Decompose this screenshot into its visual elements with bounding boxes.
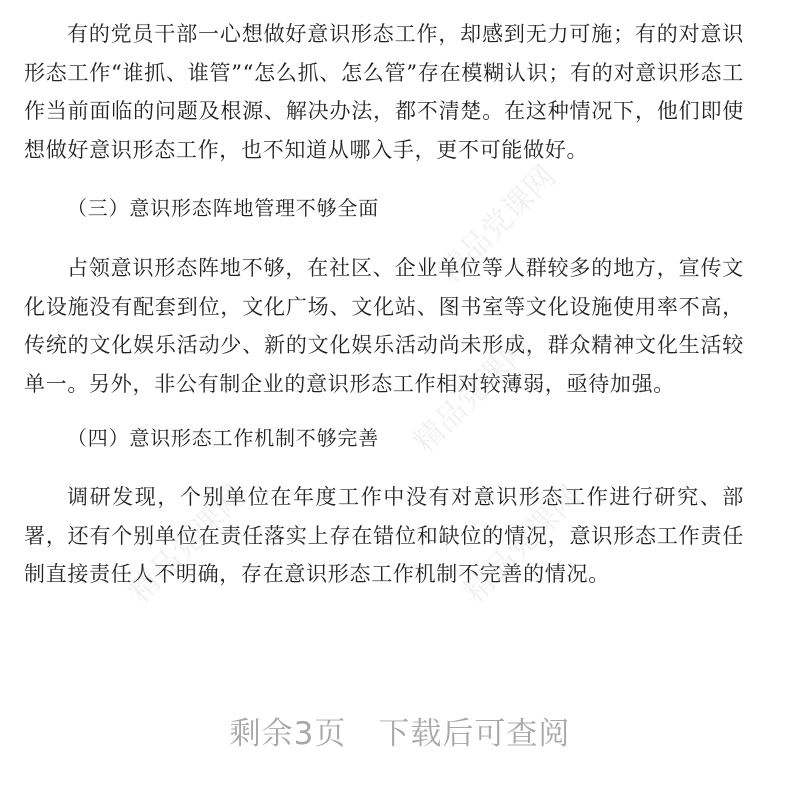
watermark-text: 精品党课网 (457, 479, 588, 610)
download-hint-label: 下载后可查阅 (378, 716, 571, 752)
download-prompt[interactable] (0, 708, 800, 753)
watermark-text: 精品党课网 (122, 479, 253, 610)
body-paragraph-3: 调研发现，个别单位在年度工作中没有对意识形态工作进行研究、部署，还有个别单位在责任落实上存在错位和缺位的情况，意识形态工作责任制直接责任人不明确，存在意识形态工作机制不完善的情况。 (24, 485, 744, 586)
remaining-pages-label: 剩余3页 (229, 716, 347, 752)
body-paragraph-1: 有的党员干部一心想做好意识形态工作，却感到无力可施；有的对意识形态工作“谁抓、谁管”“怎么抓、怎么管”存在模糊认识；有的对意识形态工作当前面临的问题及根源、解决办法，都不清楚。在这种情况下，他们即使想做好意识形态工作，也不知道从哪入手，更不可能做好。 (24, 22, 744, 162)
section-heading-3: （三）意识形态阵地管理不够全面 (67, 196, 379, 220)
section-heading-4: （四）意识形态工作机制不够完善 (67, 426, 379, 450)
watermark-text: 精品党课网 (407, 329, 538, 460)
watermark-text: 精品党课网 (432, 159, 563, 290)
body-paragraph-2: 占领意识形态阵地不够，在社区、企业单位等人群较多的地方，宣传文化设施没有配套到位，文化广场、文化站、图书室等文化设施使用率不高，传统的文化娱乐活动少、新的文化娱乐活动尚未形成，群众精神文化生活较单一。另外，非公有制企业的意识形态工作相对较薄弱，亟待加强。 (24, 256, 744, 396)
